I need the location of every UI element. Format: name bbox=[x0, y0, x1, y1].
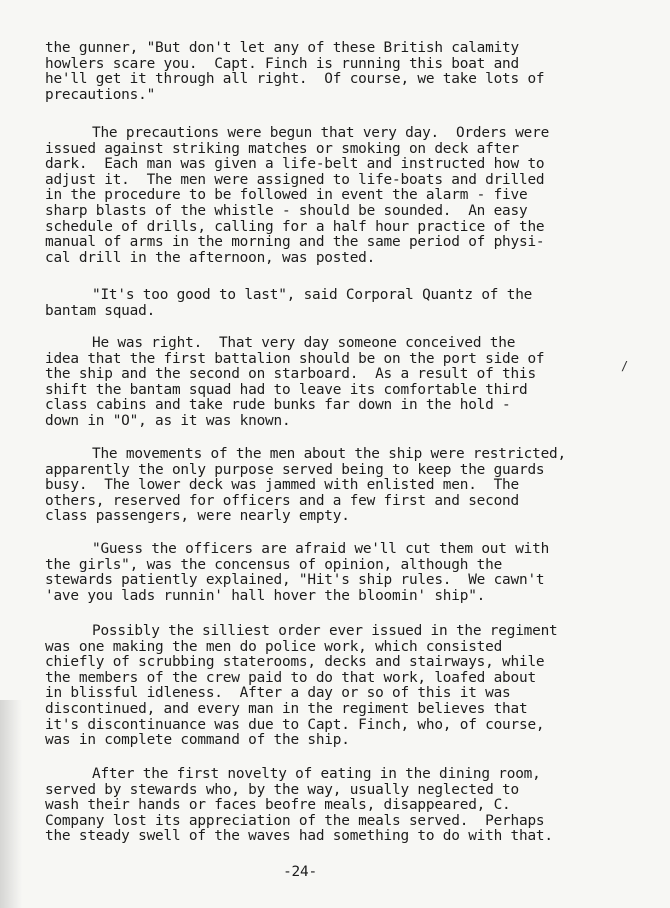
text-line: wash their hands or faces beofre meals, disappeared, C. bbox=[45, 797, 511, 814]
text-line: The movements of the men about the ship were restricted, bbox=[92, 446, 566, 462]
text-line: dark. Each man was given a life-belt and instructed how to bbox=[45, 156, 545, 173]
text-line: "It's too good to last", said Corporal Quantz of the bbox=[92, 287, 533, 303]
paragraph-7 bbox=[45, 624, 665, 749]
text-line: bantam squad. bbox=[45, 302, 156, 319]
text-line: idea that the first battalion should be on the port side of bbox=[45, 350, 545, 367]
paragraph-2 bbox=[45, 126, 665, 266]
text-line: the ship and the second on starboard. As a result of this bbox=[45, 366, 536, 383]
text-line: stewards patiently explained, "Hit's ship rules. We cawn't bbox=[45, 572, 545, 589]
text-line: precautions." bbox=[45, 86, 156, 103]
text-line: he'll get it through all right. Of course, we take lots of bbox=[45, 71, 545, 88]
paragraph-1 bbox=[45, 41, 665, 103]
text-line: the steady swell of the waves had something to do with that. bbox=[45, 828, 553, 845]
paragraph-3 bbox=[45, 288, 665, 319]
text-line: served by stewards who, by the way, usually neglected to bbox=[45, 781, 519, 798]
text-line: others, reserved for officers and a few first and second bbox=[45, 492, 519, 509]
text-line: 'ave you lads runnin' hall hover the bloomin' ship". bbox=[45, 587, 486, 604]
text-line: the girls", was the concensus of opinion, although the bbox=[45, 556, 503, 573]
text-line: manual of arms in the morning and the same period of physi- bbox=[45, 234, 545, 251]
paragraph-8 bbox=[45, 767, 665, 845]
text-line: was one making the men do police work, which consisted bbox=[45, 638, 503, 655]
text-line: howlers scare you. Capt. Finch is running this boat and bbox=[45, 55, 519, 72]
text-line: schedule of drills, calling for a half hour practice of the bbox=[45, 218, 545, 235]
paragraph-5 bbox=[45, 447, 665, 525]
text-line: discontinued, and every man in the regiment believes that bbox=[45, 700, 528, 717]
text-line: apparently the only purpose served being to keep the guards bbox=[45, 461, 545, 478]
text-line: chiefly of scrubbing staterooms, decks and stairways, while bbox=[45, 654, 545, 671]
page-number: -24- bbox=[283, 864, 317, 880]
text-line: in the procedure to be followed in event the alarm - five bbox=[45, 187, 528, 204]
text-line: sharp blasts of the whistle - should be sounded. An easy bbox=[45, 202, 528, 219]
text-line: class cabins and take rude bunks far down in the hold - bbox=[45, 397, 511, 414]
text-line: down in "O", as it was known. bbox=[45, 412, 291, 429]
text-line: After the first novelty of eating in the dining room, bbox=[92, 766, 541, 782]
text-line: cal drill in the afternoon, was posted. bbox=[45, 249, 376, 266]
text-line: adjust it. The men were assigned to life-boats and drilled bbox=[45, 171, 545, 188]
text-line: was in complete command of the ship. bbox=[45, 732, 350, 749]
text-line: "Guess the officers are afraid we'll cut them out with bbox=[92, 541, 550, 557]
text-line: it's discontinuance was due to Capt. Finch, who, of course, bbox=[45, 716, 545, 733]
text-line: the gunner, "But don't let any of these British calamity bbox=[45, 40, 519, 56]
paragraph-6 bbox=[45, 542, 665, 604]
text-line: the members of the crew paid to do that work, loafed about bbox=[45, 669, 536, 686]
text-line: He was right. That very day someone conceived the bbox=[92, 335, 516, 351]
margin-mark: / bbox=[621, 359, 629, 373]
text-line: class passengers, were nearly empty. bbox=[45, 508, 350, 525]
text-line: Company lost its appreciation of the meals served. Perhaps bbox=[45, 812, 545, 829]
text-line: shift the bantam squad had to leave its comfortable third bbox=[45, 381, 528, 398]
paragraph-4 bbox=[45, 336, 665, 430]
text-line: The precautions were begun that very day. Orders were bbox=[92, 125, 550, 141]
text-line: busy. The lower deck was jammed with enlisted men. The bbox=[45, 477, 519, 494]
text-line: in blissful idleness. After a day or so of this it was bbox=[45, 685, 511, 702]
text-line: Possibly the silliest order ever issued in the regiment bbox=[92, 623, 558, 639]
text-line: issued against striking matches or smoking on deck after bbox=[45, 140, 519, 157]
